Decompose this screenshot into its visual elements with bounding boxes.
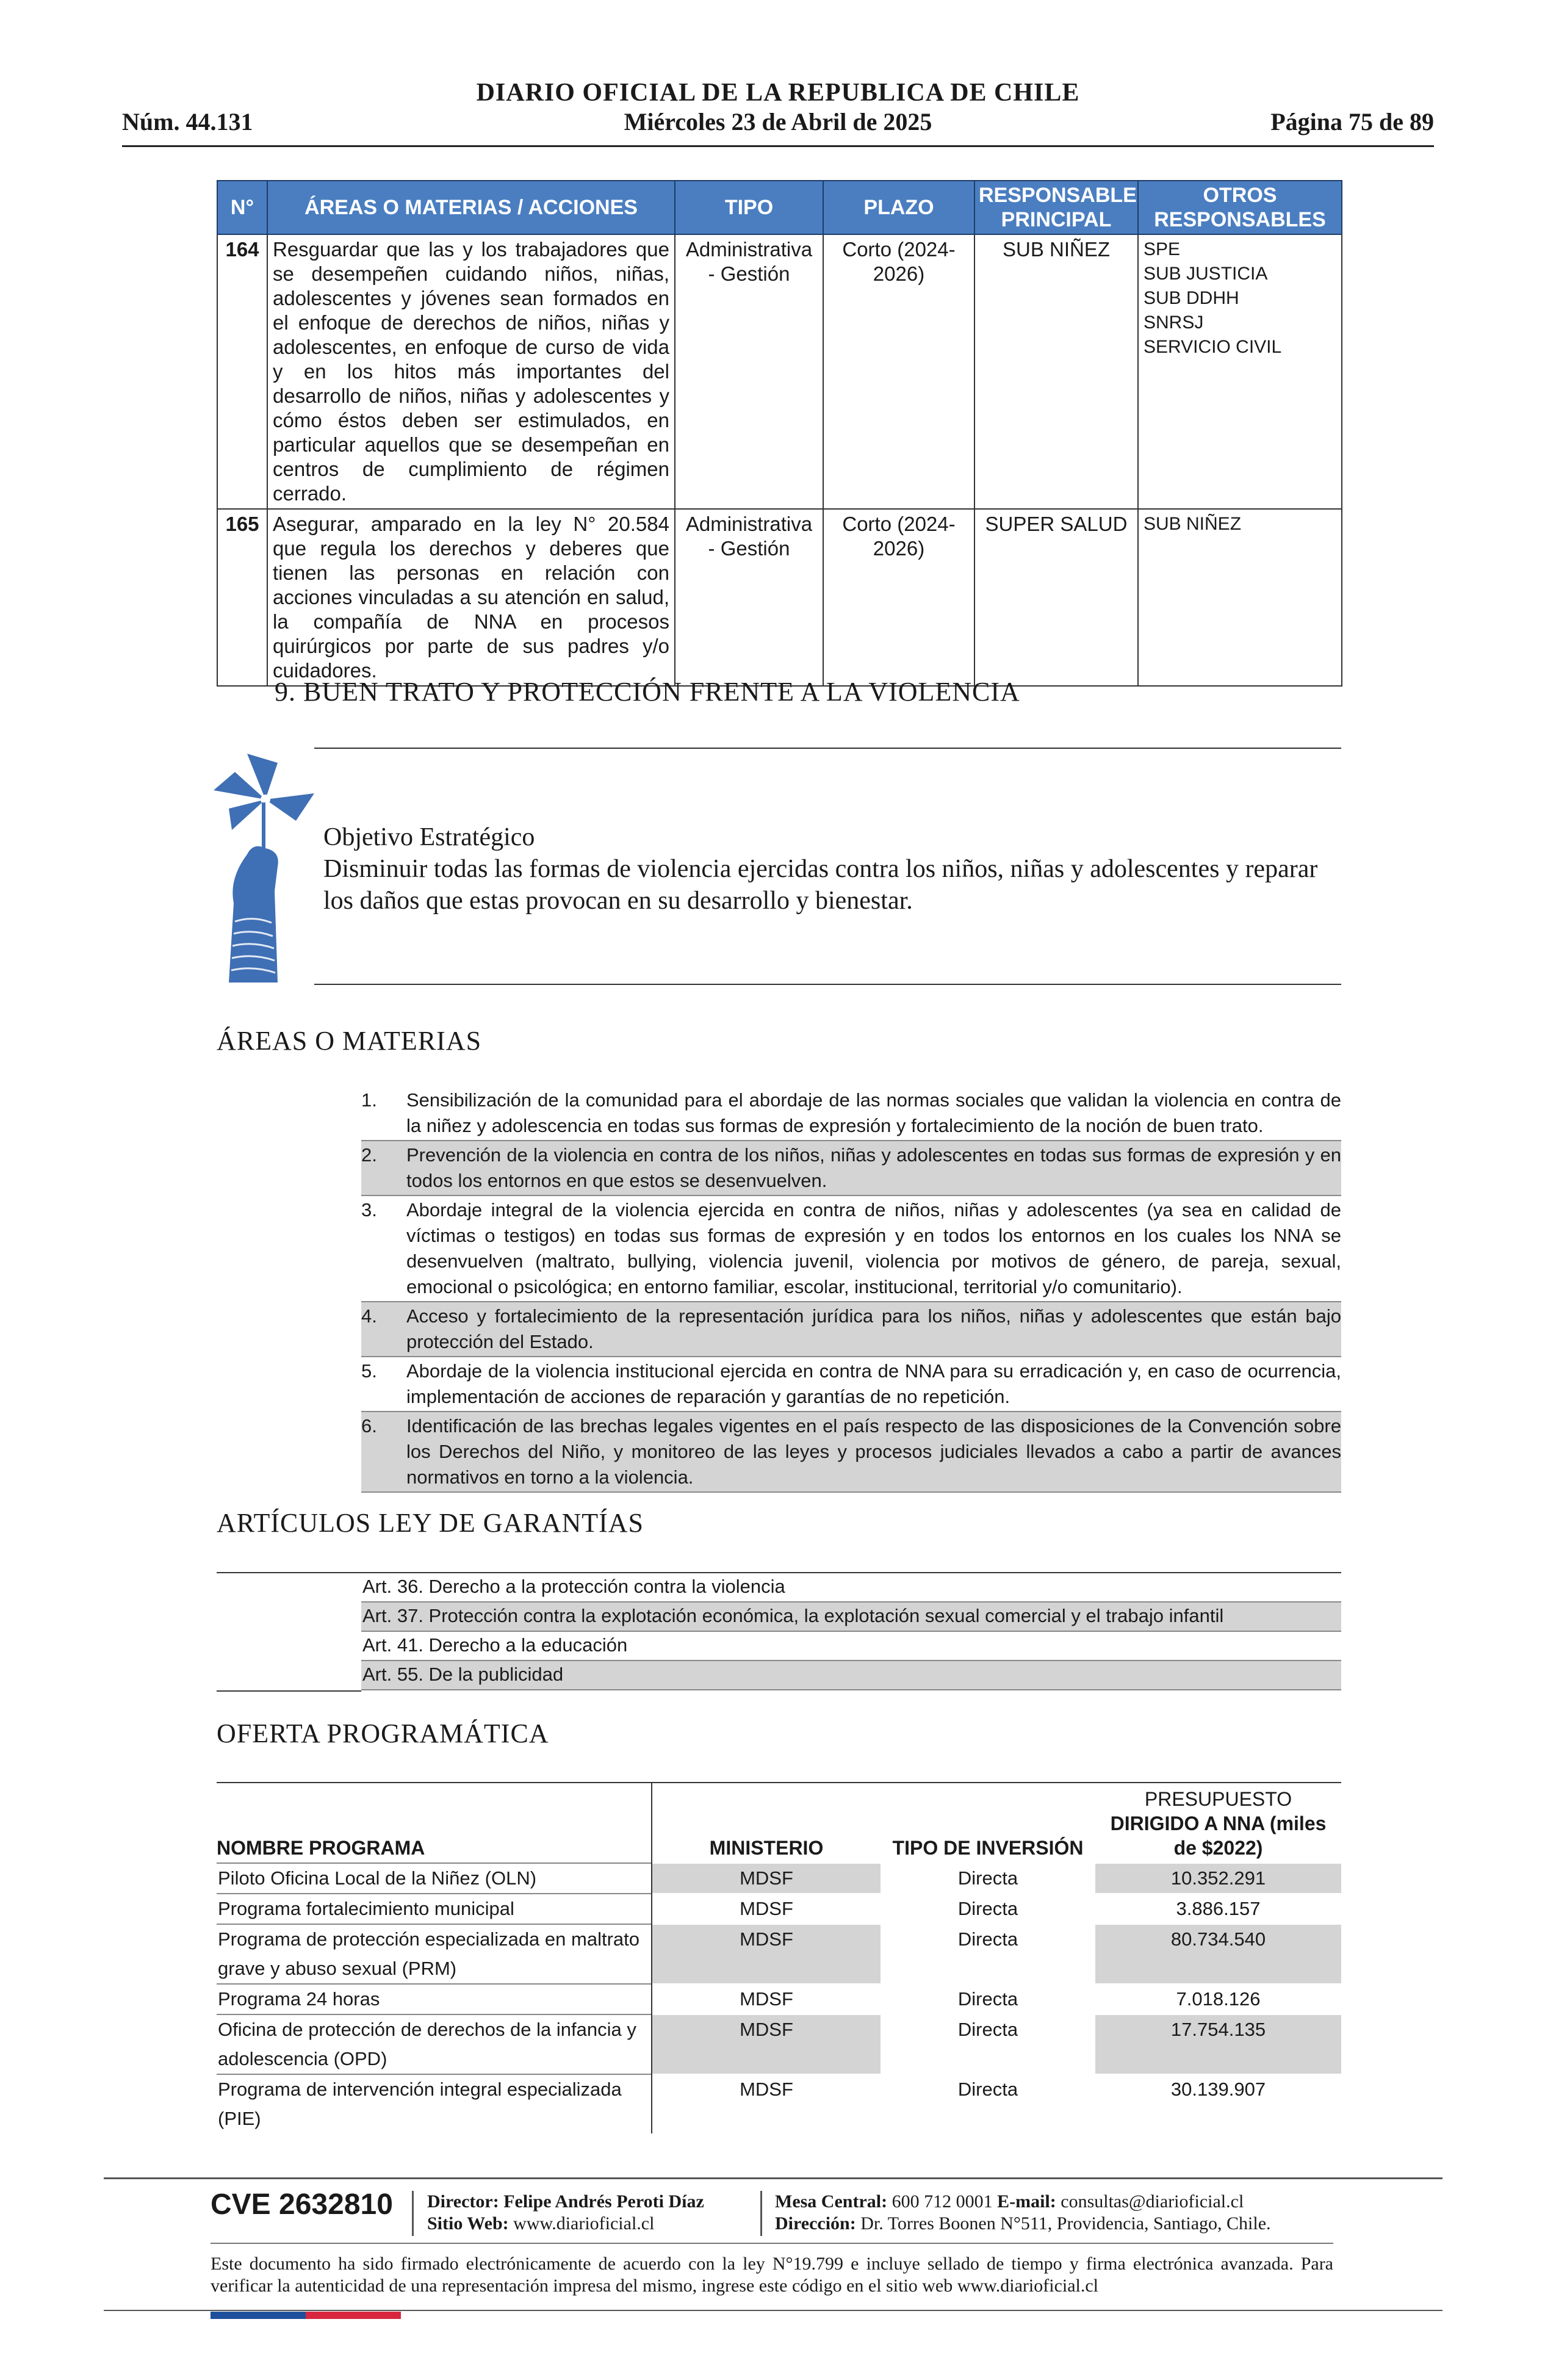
director-name: Felipe Andrés Peroti Díaz [503, 2191, 704, 2212]
table-row [217, 1984, 1341, 2014]
row-action-text: Resguardar que las y los trabajadores que se desempeñen cuidando niños, niñas, adolescentes y jóvenes sean formados en el enfoque de derechos de niños, niñas y adolescentes, en enfoque de curso de vida y en los hitos más importantes del desarrollo de niños, niñas y adolescentes y cómo éstos deben ser estimulados, en particular aquellos que se desempeñan en centros de cumplimiento de régimen cerrado. [267, 234, 675, 509]
issue-number: Núm. 44.131 [122, 108, 253, 135]
article-item: Art. 36. Derecho a la protección contra la violencia [361, 1573, 1341, 1603]
row-otros [1138, 234, 1342, 509]
issue-date: Miércoles 23 de Abril de 2025 [624, 108, 932, 135]
address-text: Dr. Torres Boonen N°511, Providencia, Santiago, Chile. [860, 2213, 1271, 2234]
list-item [361, 1141, 1341, 1196]
col-header-plazo: PLAZO [823, 181, 974, 234]
table-row [217, 2074, 1341, 2133]
program-tipo: Directa [881, 1894, 1095, 1924]
areas-list [361, 1086, 1341, 1493]
mesa-phone: 600 712 0001 [891, 2191, 993, 2212]
objective-text: Disminuir todas las formas de violencia ejercidas contra los niños, niñas y adolescentes y reparar los daños que estas provocan en su desarrollo y bienestar. [323, 855, 1318, 915]
row-plazo: Corto (2024-2026) [823, 509, 974, 686]
row-plazo: Corto (2024-2026) [823, 234, 974, 509]
footer-contact [775, 2191, 1244, 2213]
col-header-nombre: NOMBRE PROGRAMA [217, 1782, 652, 1863]
footer-director [427, 2191, 704, 2213]
oferta-table-wrap [217, 1782, 1341, 2133]
footer-separator [412, 2191, 414, 2236]
article-item: Art. 37. Protección contra la explotación económica, la explotación sexual comercial y el trabajo infantil [361, 1603, 1341, 1632]
item-number: 6. [361, 1415, 377, 1437]
table-row [217, 1894, 1341, 1924]
program-ministerio: MDSF [652, 2014, 881, 2074]
list-item [361, 1196, 1341, 1302]
program-tipo: Directa [881, 1924, 1095, 1984]
articles-list [361, 1573, 1341, 1690]
item-text: Prevención de la violencia en contra de los niños, niñas y adolescentes en todas sus formas de expresión y en todos los entornos en que estos se desenvuelven. [406, 1144, 1341, 1191]
web-link[interactable]: www.diarioficial.cl [513, 2213, 655, 2234]
web-label: Sitio Web: [427, 2213, 509, 2234]
legal-notice: Este documento ha sido firmado electrónicamente de acuerdo con la ley N°19.799 e incluye sellado de tiempo y firma electrónica avanzada. Para verificar la autenticidad de una representación impresa del mismo, ingrese este código en el sitio web www.diarioficial.cl [211, 2254, 1333, 2296]
program-presupuesto: 10.352.291 [1095, 1863, 1341, 1894]
col-header-ministerio: MINISTERIO [709, 1837, 824, 1859]
col-header-responsable: RESPONSABLE PRINCIPAL [974, 181, 1138, 234]
col-header-areas: ÁREAS O MATERIAS / ACCIONES [267, 181, 675, 234]
email-label: E-mail: [997, 2191, 1056, 2212]
footer-address [775, 2213, 1271, 2235]
table-row [217, 1863, 1341, 1894]
pinwheel-hand-icon [211, 751, 320, 983]
divider [217, 1782, 1341, 1783]
item-number: 1. [361, 1089, 377, 1111]
article-item: Art. 41. Derecho a la educación [361, 1632, 1341, 1661]
row-tipo: Administrativa - Gestión [675, 234, 823, 509]
item-text: Abordaje de la violencia institucional ejercida en contra de NNA para su erradicación y, en caso de ocurrencia, implementación de acciones de reparación y garantías de no repetición. [406, 1360, 1341, 1407]
row-responsable: SUPER SALUD [974, 509, 1138, 686]
footer-divider [211, 2243, 1333, 2244]
footer-divider [104, 2310, 1443, 2311]
program-name: Programa 24 horas [217, 1984, 652, 2014]
program-name: Oficina de protección de derechos de la infancia y adolescencia (OPD) [217, 2014, 652, 2074]
articles-title: ARTÍCULOS LEY DE GARANTÍAS [217, 1508, 644, 1538]
item-number: 2. [361, 1144, 377, 1166]
list-item [361, 1086, 1341, 1141]
otros-item: SNRSJ [1144, 312, 1204, 333]
section-title: 9. BUEN TRATO Y PROTECCIÓN FRENTE A LA VIOLENCIA [275, 677, 1020, 707]
chile-flag-bar [211, 2312, 401, 2319]
program-tipo: Directa [881, 1984, 1095, 2014]
mesa-label: Mesa Central: [775, 2191, 888, 2212]
program-presupuesto: 30.139.907 [1095, 2074, 1341, 2133]
col-header-tipo: TIPO [675, 181, 823, 234]
item-number: 4. [361, 1305, 377, 1327]
otros-item: SERVICIO CIVIL [1144, 337, 1282, 357]
divider [217, 1690, 361, 1692]
oferta-table [217, 1782, 1341, 2133]
program-ministerio: MDSF [652, 1894, 881, 1924]
flag-blue-segment [211, 2312, 306, 2319]
presupuesto-line: de $2022) [1173, 1837, 1263, 1859]
list-item [361, 1357, 1341, 1412]
program-name: Piloto Oficina Local de la Niñez (OLN) [217, 1863, 652, 1894]
table-row [217, 234, 1342, 509]
program-ministerio: MDSF [652, 2074, 881, 2133]
actions-table [217, 180, 1342, 687]
col-header-otros: OTROS RESPONSABLES [1138, 181, 1342, 234]
divider [314, 748, 1341, 749]
areas-title: ÁREAS O MATERIAS [217, 1026, 482, 1056]
list-item [361, 1302, 1341, 1357]
page-header [122, 73, 1434, 147]
objective-label: Objetivo Estratégico [323, 823, 535, 851]
row-otros [1138, 509, 1342, 686]
program-presupuesto: 17.754.135 [1095, 2014, 1341, 2074]
list-item [361, 1412, 1341, 1493]
program-presupuesto: 7.018.126 [1095, 1984, 1341, 2014]
row-responsable: SUB NIÑEZ [974, 234, 1138, 509]
program-tipo: Directa [881, 1863, 1095, 1894]
footer-separator [760, 2191, 762, 2236]
article-item: Art. 55. De la publicidad [361, 1661, 1341, 1690]
program-presupuesto: 80.734.540 [1095, 1924, 1341, 1984]
oferta-title: OFERTA PROGRAMÁTICA [217, 1718, 549, 1748]
col-header-tipo: TIPO DE INVERSIÓN [892, 1837, 1084, 1859]
item-number: 3. [361, 1199, 377, 1221]
newspaper-title: DIARIO OFICIAL DE LA REPUBLICA DE CHILE [476, 79, 1080, 107]
program-ministerio: MDSF [652, 1924, 881, 1984]
otros-item: SPE [1144, 239, 1181, 259]
program-ministerio: MDSF [652, 1863, 881, 1894]
program-name: Programa fortalecimiento municipal [217, 1894, 652, 1924]
item-number: 5. [361, 1360, 377, 1382]
program-presupuesto: 3.886.157 [1095, 1894, 1341, 1924]
row-action-text: Asegurar, amparado en la ley N° 20.584 que regula los derechos y deberes que tienen las personas en relación con acciones vinculadas a su atención en salud, la compañía de NNA en procesos quirúrgicos por parte de sus padres y/o cuidadores. [267, 509, 675, 686]
footer-website [427, 2213, 654, 2235]
item-text: Sensibilización de la comunidad para el abordaje de las normas sociales que validan la violencia en contra de la niñez y adolescencia en todas sus formas de expresión y fortalecimiento de la noción de buen trato. [406, 1089, 1341, 1136]
divider [314, 984, 1341, 985]
presupuesto-line: PRESUPUESTO [1144, 1788, 1292, 1810]
item-text: Identificación de las brechas legales vigentes en el país respecto de las disposiciones de la Convención sobre los Derechos del Niño, y monitoreo de las leyes y procesos judiciales llevados a cabo a partir de avances normativos en torno a la violencia. [406, 1415, 1341, 1488]
otros-item: SUB NIÑEZ [1144, 514, 1242, 534]
actions-table-header [217, 181, 1342, 234]
item-text: Abordaje integral de la violencia ejercida en contra de niños, niñas y adolescentes (ya sea en calidad de víctimas o testigos) en todas sus formas de expresión y en todos los entornos en los cuales los NNA se desenvuelven (maltrato, bullying, violencia juvenil, violencia por motivos de género, de pareja, sexual, emocional o psicológica; en entorno familiar, escolar, institucional, territorial y/o comunitario). [406, 1199, 1341, 1297]
director-label: Director: [427, 2191, 499, 2212]
table-row [217, 509, 1342, 686]
oferta-header [217, 1782, 1341, 1863]
address-label: Dirección: [775, 2213, 856, 2234]
col-header-presupuesto [1095, 1782, 1341, 1863]
email-link[interactable]: consultas@diarioficial.cl [1061, 2191, 1244, 2212]
program-name: Programa de protección especializada en maltrato grave y abuso sexual (PRM) [217, 1924, 652, 1984]
table-row [217, 2014, 1341, 2074]
presupuesto-line: DIRIGIDO A NNA (miles [1110, 1812, 1327, 1834]
flag-red-segment [306, 2312, 401, 2319]
page-number: Página 75 de 89 [1270, 108, 1434, 135]
program-tipo: Directa [881, 2014, 1095, 2074]
otros-item: SUB DDHH [1144, 288, 1239, 308]
footer-divider [104, 2177, 1443, 2179]
table-row [217, 1924, 1341, 1984]
col-header-num: N° [217, 181, 267, 234]
row-num: 165 [217, 509, 267, 686]
item-text: Acceso y fortalecimiento de la representación jurídica para los niños, niñas y adolescentes que están bajo protección del Estado. [406, 1305, 1341, 1352]
program-ministerio: MDSF [652, 1984, 881, 2014]
cve-code: CVE 2632810 [211, 2188, 393, 2221]
program-name: Programa de intervención integral especializada (PIE) [217, 2074, 652, 2133]
program-tipo: Directa [881, 2074, 1095, 2133]
otros-item: SUB JUSTICIA [1144, 264, 1268, 284]
row-num: 164 [217, 234, 267, 509]
row-tipo: Administrativa - Gestión [675, 509, 823, 686]
